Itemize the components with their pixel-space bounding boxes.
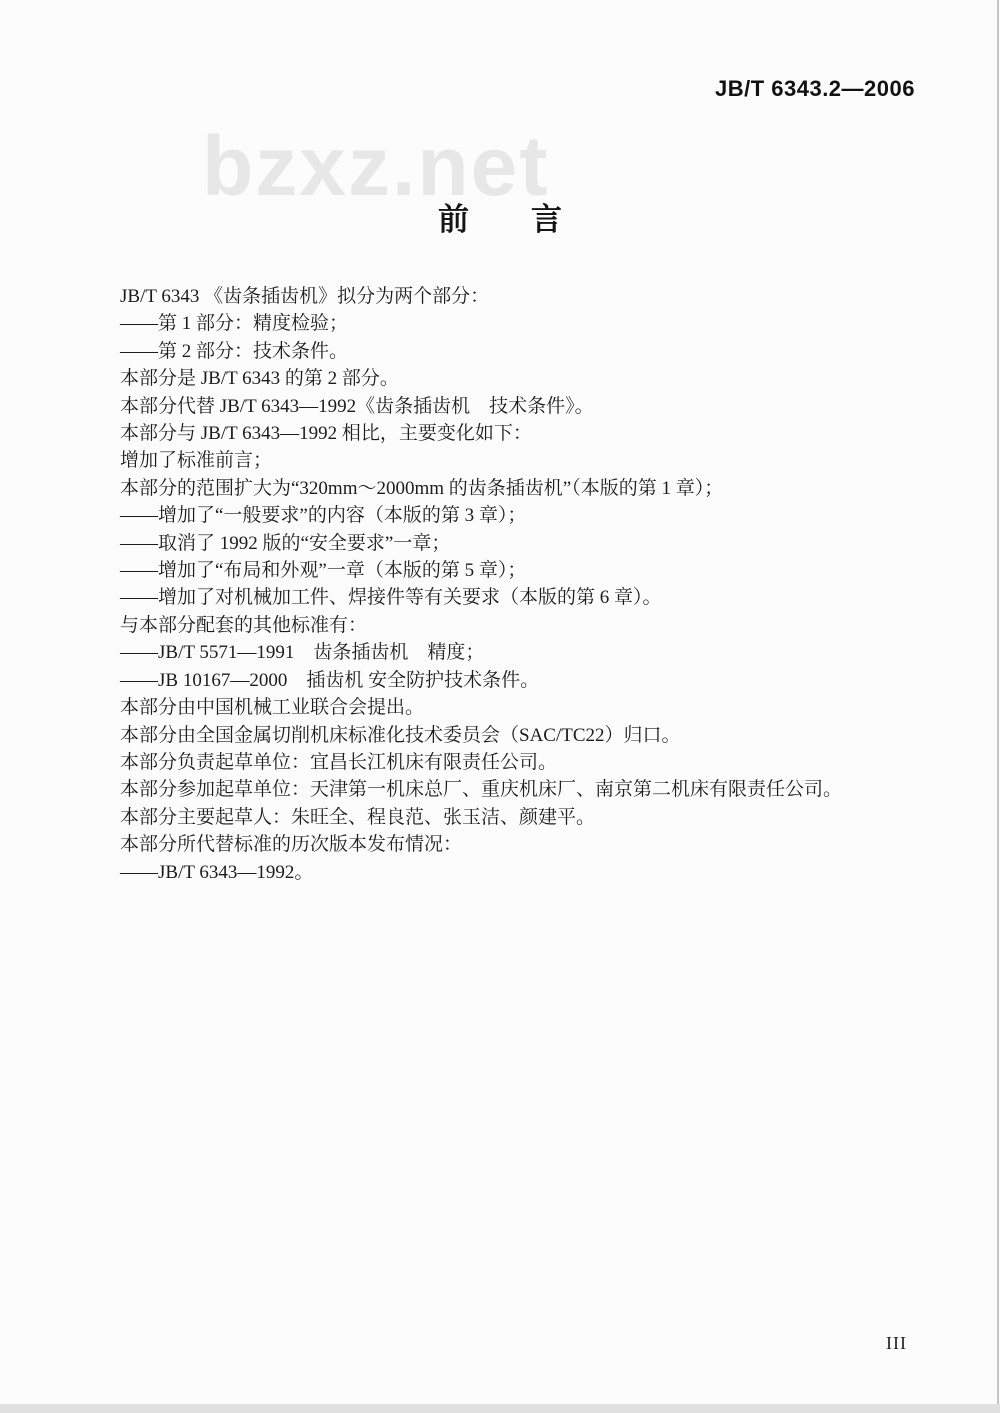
text-line: ——第 1 部分：精度检验； [120,313,349,335]
text-line: ——增加了“一般要求”的内容（本版的第 3 章）； [120,505,527,527]
watermark-text: bzxz.net [202,119,550,213]
text-line: 本部分所代替标准的历次版本发布情况： [120,834,463,856]
text-line: ——增加了对机械加工件、焊接件等有关要求（本版的第 6 章）。 [120,587,662,609]
text-line: 本部分由全国金属切削机床标准化技术委员会（SAC/TC22）归口。 [120,724,681,746]
body-lines [120,283,860,886]
text-line: ——JB/T 5571—1991 齿条插齿机 精度； [120,642,485,664]
page-title: 前 言 [438,202,562,237]
scan-edge-right [997,0,999,1404]
text-line: 本部分参加起草单位：天津第一机床总厂、重庆机床厂、南京第二机床有限责任公司。 [120,779,843,801]
text-line: 本部分代替 JB/T 6343—1992《齿条插齿机 技术条件》。 [120,395,594,417]
text-line: 本部分的范围扩大为“320mm～2000mm 的齿条插齿机”（本版的第 1 章）； [120,477,724,499]
text-line: ——增加了“布局和外观”一章（本版的第 5 章）； [120,560,527,582]
text-line: 本部分与 JB/T 6343—1992 相比，主要变化如下： [120,423,532,445]
page-number: III [886,1333,907,1353]
scan-edge-bottom [0,1404,1000,1413]
text-line: 本部分由中国机械工业联合会提出。 [120,697,425,719]
text-line: 本部分主要起草人：朱旺全、程良范、张玉洁、颜建平。 [120,806,596,828]
text-line: ——取消了 1992 版的“安全要求”一章； [120,532,451,554]
text-line: ——第 2 部分：技术条件。 [120,340,349,362]
standard-code: JB/T 6343.2—2006 [714,76,915,101]
text-line: JB/T 6343 《齿条插齿机》拟分为两个部分： [120,286,490,307]
text-line: 本部分负责起草单位：宜昌长江机床有限责任公司。 [120,751,558,773]
text-line: ——JB/T 6343—1992。 [120,861,314,883]
text-line: 与本部分配套的其他标准有： [120,614,368,636]
text-line: 本部分是 JB/T 6343 的第 2 部分。 [120,368,399,390]
text-line: 增加了标准前言； [120,450,273,472]
text-line: ——JB 10167—2000 插齿机 安全防护技术条件。 [120,669,540,691]
